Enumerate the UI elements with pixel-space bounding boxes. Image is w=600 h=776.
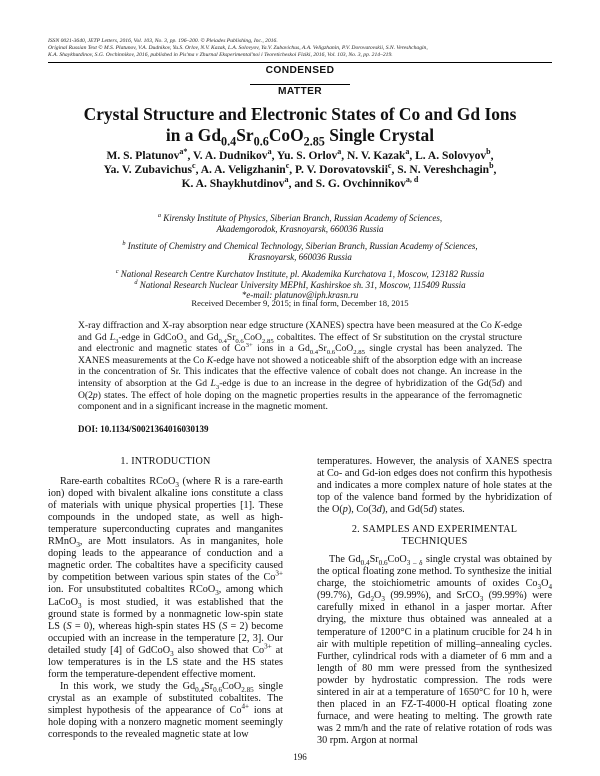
header-rule bbox=[48, 62, 552, 63]
paragraph: Rare-earth cobaltites RCoO$_3$ (where R is a rare-earth ion) doped with bivalent alkaline ions constitute a class of materials with unique physical properties [1]. These compounds in the undoped state, as well as high-temperature superconducting cuprates and manganites RMnO$_3$, are Mott insulators. As in manganites, hole doping leads to the appearance of conduction and a magnetic order. The cobaltites have a specificity caused by competition between various spin states of the $Co^{3+}$ ion. For unsubstituted cobaltites RCoO$_3$, among which LaCoO$_3$ is most studied, it was established that the ground state is formed by a nonmagnetic low-spin state LS (S = 0), whereas high-spin states HS (S = 2) become occupied with an increase in the temperature [2, 3]. Our detailed study [4] of GdCoO$_3$ also showed that $Co^{3+}$ at low temperatures is in the LS state and the HS states form the temperature-dependent effective moment. bbox=[48, 476, 284, 680]
section-heading: 1. INTRODUCTION bbox=[120, 456, 211, 467]
right-column bbox=[317, 456, 552, 747]
received-dates: Received December 9, 2015; in final form, December 18, 2015 bbox=[191, 298, 409, 308]
affiliation-b-address: Krasnoyarsk, 660036 Russia bbox=[248, 251, 352, 262]
author-list bbox=[60, 149, 540, 192]
left-column bbox=[48, 456, 283, 741]
affiliations bbox=[60, 213, 540, 301]
affiliation-d: $^d$ National Research Nuclear University MEPhI, Kashirskoe sh. 31, Moscow, 115409 Russia bbox=[134, 278, 466, 290]
section-label: MATTER bbox=[277, 86, 323, 97]
paragraph: temperatures. However, the analysis of XANES spectra at Co- and Gd-ion edges does not confirm this hypothesis and indicates a more complex nature of hole states at the top of the valence band formed by the hybridization of the O(p), Co(3d), and Gd(5d) states. bbox=[317, 456, 552, 516]
paper-title bbox=[60, 104, 540, 149]
paragraph: The $Gd_{0.4}Sr_{0.6}CoO_{3 - \delta}$ single crystal was obtained by the optical floating zone method. To synthesize the initial charge, the stoichiometric amounts of oxides $Co_3O_4$ (99.7%), $Gd_2O_3$ (99.99%), and SrCO$_3$ (99.99%) were carefully mixed in ethanol in a jasper mortar. After drying, the mixture thus obtained was annealed at a temperature of 1200°C in a platinum crucible for 24 h in air with multiple repetition of milling–annealing cycles. Further, cylindrical rods with a diameter of 6 mm and a length of 80 mm were pressed from the synthesized powder by hydrostatic compression. The rods were sintered in air at a temperature of 1650°C for 10 h, were then placed in an FZ-T-4000-H optical floating zone furnace, and were heating to melting. The growth rate was 2 mm/h and the rate of relative rotation of rods was 30 rpm. Argon at normal bbox=[317, 554, 553, 746]
title-line: Crystal Structure and Electronic States of Co and Gd Ions bbox=[83, 104, 517, 124]
title-line: in a $Gd_{0.4}Sr_{0.6}CoO_{2.85}$ Single Crystal bbox=[165, 125, 435, 149]
section-heading: 2. SAMPLES AND EXPERIMENTAL TECHNIQUES bbox=[351, 524, 518, 548]
affiliation-c: $^c$ National Research Centre Kurchatov Institute, pl. Akademika Kurchatova 1, Moscow, 123182 Russia bbox=[115, 267, 485, 279]
page-number: 196 bbox=[293, 752, 307, 762]
affiliation-b: $^b$ Institute of Chemistry and Chemical Technology, Siberian Branch, Russian Academy of Sciences, bbox=[122, 239, 478, 251]
author-line: M. S. Platunov$^{a*}$, V. A. Dudnikov$^a$, Yu. S. Orlov$^a$, N. V. Kazak$^a$, L. A. Solovyov$^b$, bbox=[106, 147, 494, 162]
section-rule bbox=[250, 84, 350, 85]
affiliation-a: $^a$ Kirensky Institute of Physics, Siberian Branch, Russian Academy of Sciences, bbox=[157, 212, 443, 223]
doi-link[interactable]: DOI: 10.1134/S0021364016030139 bbox=[78, 424, 209, 434]
header-line: ISSN 0021-3640, JETP Letters, 2016, Vol. 103, No. 3, pp. 196–200. © Pleiades Publishing, Inc., 2016. bbox=[48, 38, 278, 44]
journal-header bbox=[48, 38, 568, 59]
header-line: Original Russian Text © M.S. Platunov, V.A. Dudnikov, Yu.S. Orlov, N.V. Kazak, L.A. Solovyov, Ya.V. Zubavichus, A.A. Veligzhanin, P.V. Dorovatovskii, S.N. Vereshchagin, bbox=[48, 45, 428, 52]
affiliation-a-address: Akademgorodok, Krasnoyarsk, 660036 Russia bbox=[216, 223, 384, 234]
section-label: CONDENSED bbox=[265, 65, 335, 76]
email: *e-mail: platunov@iph.krasn.ru bbox=[241, 290, 359, 301]
header-line: K.A. Shaykhutdinov, S.G. Ovchinnikov, 2016, published in Pis'ma v Zhurnal Eksperimental'noi i Teoreticheskoi Fiziki, 2016, Vol. 103, No. 3, pp. 214–219. bbox=[48, 52, 393, 59]
author-line: K. A. Shaykhutdinov$^a$, and S. G. Ovchinnikov$^{a, d}$ bbox=[181, 175, 419, 191]
author-line: Ya. V. Zubavichus$^c$, A. A. Veligzhanin$^c$, P. V. Dorovatovskii$^c$, S. N. Vereshchagin$^b$, bbox=[103, 161, 497, 177]
abstract: X-ray diffraction and X-ray absorption near edge structure (XANES) spectra have been measured at the Co K-edge and Gd $L_3$-edge in GdCoO$_3$ and $Gd_{0.4}Sr_{0.6}CoO_{2.85}$ cobaltites. The effect of Sr substitution on the crystal structure and electronic and magnetic states of $Co^{3+}$ ions in a $Gd_{0.4}Sr_{0.6}CoO_{2.85}$ single crystal has been analyzed. The XANES measurements at the Co K-edge have not showed a noticeable shift of the absorption edge with an increase in the concentration of Sr. This indicates that the effective valence of cobalt does not change. An increase in the intensity of absorption at the Gd $L_3$-edge is due to an increase in the degree of hybridization of the Gd(5d) and O(2p) states. The effect of hole doping on the magnetic properties results in the appearance of the ferromagnetic component and in a significant increase in the magnetic moment. bbox=[78, 320, 523, 413]
paragraph: In this work, we study the $Gd_{0.4}Sr_{0.6}CoO_{2.85}$ single crystal as an example of substituted cobaltites. The simplest hypothesis of the appearance of $Co^{4+}$ ions at hole doping with a nonzero magnetic moment seemingly corresponds to the revealed magnetic state at low bbox=[48, 680, 283, 741]
